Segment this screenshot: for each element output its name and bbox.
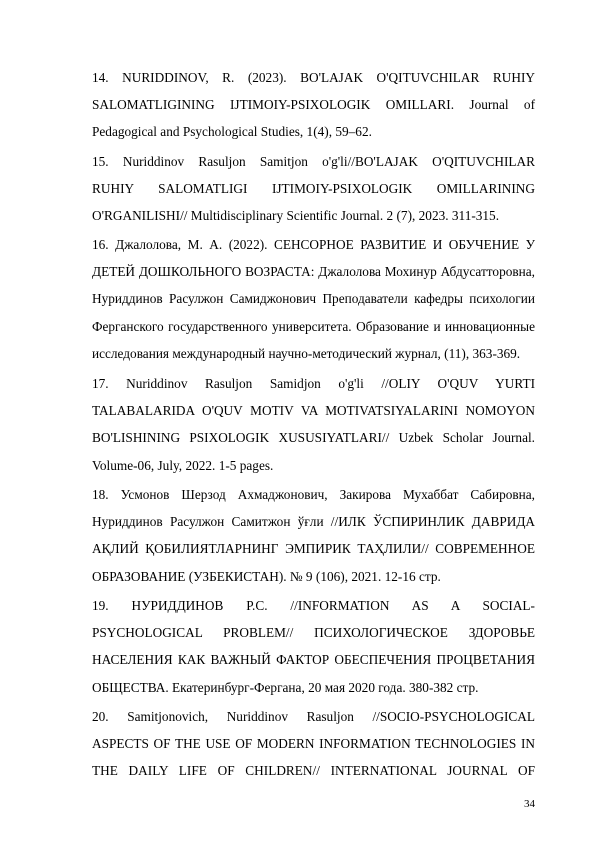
reference-line: TALABALARIDA O'QUV MOTIV VA MOTIVATSIYALARINI NOMOYON: [92, 403, 535, 419]
page-number: 34: [524, 798, 535, 810]
reference-line: PSYCHOLOGICAL PROBLEM// ПСИХОЛОГИЧЕСКОЕ ЗДОРОВЬЕ: [92, 625, 535, 641]
reference-line: Нуриддинов Расулжон Самиджонович Преподаватели кафедры психологии: [92, 291, 535, 307]
reference-line: 18. Усмонов Шерзод Ахмаджонович, Закирова Мухаббат Сабировна,: [92, 487, 535, 502]
reference-line: 15. Nuriddinov Rasuljon Samitjon o'g'li//BO'LAJAK O'QITUVCHILAR: [92, 154, 535, 169]
reference-line: НАСЕЛЕНИЯ КАК ВАЖНЫЙ ФАКТОР ОБЕСПЕЧЕНИЯ ПРОЦВЕТАНИЯ: [92, 652, 535, 668]
reference-line: SALOMATLIGINING IJTIMOIY-PSIXOLOGIK OMILLARI. Journal of: [92, 97, 535, 113]
reference-line: ОБЩЕСТВА. Екатеринбург-Фергана, 20 мая 2020 года. 380-382 стр.: [92, 679, 479, 695]
reference-line: O'RGANILISHI// Multidisciplinary Scientific Journal. 2 (7), 2023. 311-315.: [92, 208, 500, 224]
reference-15: [57, 148, 535, 230]
reference-14: [57, 64, 535, 146]
reference-line: Pedagogical and Psychological Studies, 1(4), 59–62.: [92, 124, 372, 140]
reference-line: Volume-06, July, 2022. 1-5 pages.: [92, 457, 274, 473]
reference-line: THE DAILY LIFE OF CHILDREN// INTERNATIONAL JOURNAL OF: [92, 763, 535, 779]
reference-16: [57, 231, 535, 367]
reference-line: Ферганского государственного университета. Образование и инновационные: [92, 318, 535, 334]
reference-17: [57, 370, 535, 479]
reference-line: АҚЛИЙ ҚОБИЛИЯТЛАРНИНГ ЭМПИРИК ТАҲЛИЛИ// СОВРЕМЕННОЕ: [92, 541, 535, 557]
reference-line: ДЕТЕЙ ДОШКОЛЬНОГО ВОЗРАСТА: Джалолова Мохинур Абдусатторовна,: [92, 264, 535, 280]
reference-20: [57, 703, 535, 785]
reference-line: 19. НУРИДДИНОВ Р.С. //INFORMATION AS A SOCIAL-: [92, 598, 535, 613]
reference-line: BO'LISHINING PSIXOLOGIK XUSUSIYATLARI// Uzbek Scholar Journal.: [92, 430, 535, 446]
reference-line: 14. NURIDDINOV, R. (2023). BO'LAJAK O'QITUVCHILAR RUHIY: [92, 70, 535, 85]
reference-line: 20. Samitjonovich, Nuriddinov Rasuljon //SOCIO-PSYCHOLOGICAL: [92, 709, 535, 724]
reference-line: 17. Nuriddinov Rasuljon Samidjon o'g'li //OLIY O'QUV YURTI: [92, 376, 535, 391]
reference-line: ASPECTS OF THE USE OF MODERN INFORMATION TECHNOLOGIES IN: [92, 736, 535, 752]
reference-line: исследования международный научно-методический журнал, (11), 363-369.: [92, 345, 521, 361]
reference-line: Нуриддинов Расулжон Самитжон ўғли //ИЛК ЎСПИРИНЛИК ДАВРИДА: [92, 514, 535, 530]
reference-18: [57, 481, 535, 590]
reference-line: ОБРАЗОВАНИЕ (УЗБЕКИСТАН). № 9 (106), 2021. 12-16 стр.: [92, 568, 441, 584]
reference-19: [57, 592, 535, 701]
reference-line: RUHIY SALOMATLIGI IJTIMOIY-PSIXOLOGIK OMILLARINING: [92, 181, 535, 197]
reference-line: 16. Джалолова, М. А. (2022). СЕНСОРНОЕ РАЗВИТИЕ И ОБУЧЕНИЕ У: [92, 237, 535, 252]
